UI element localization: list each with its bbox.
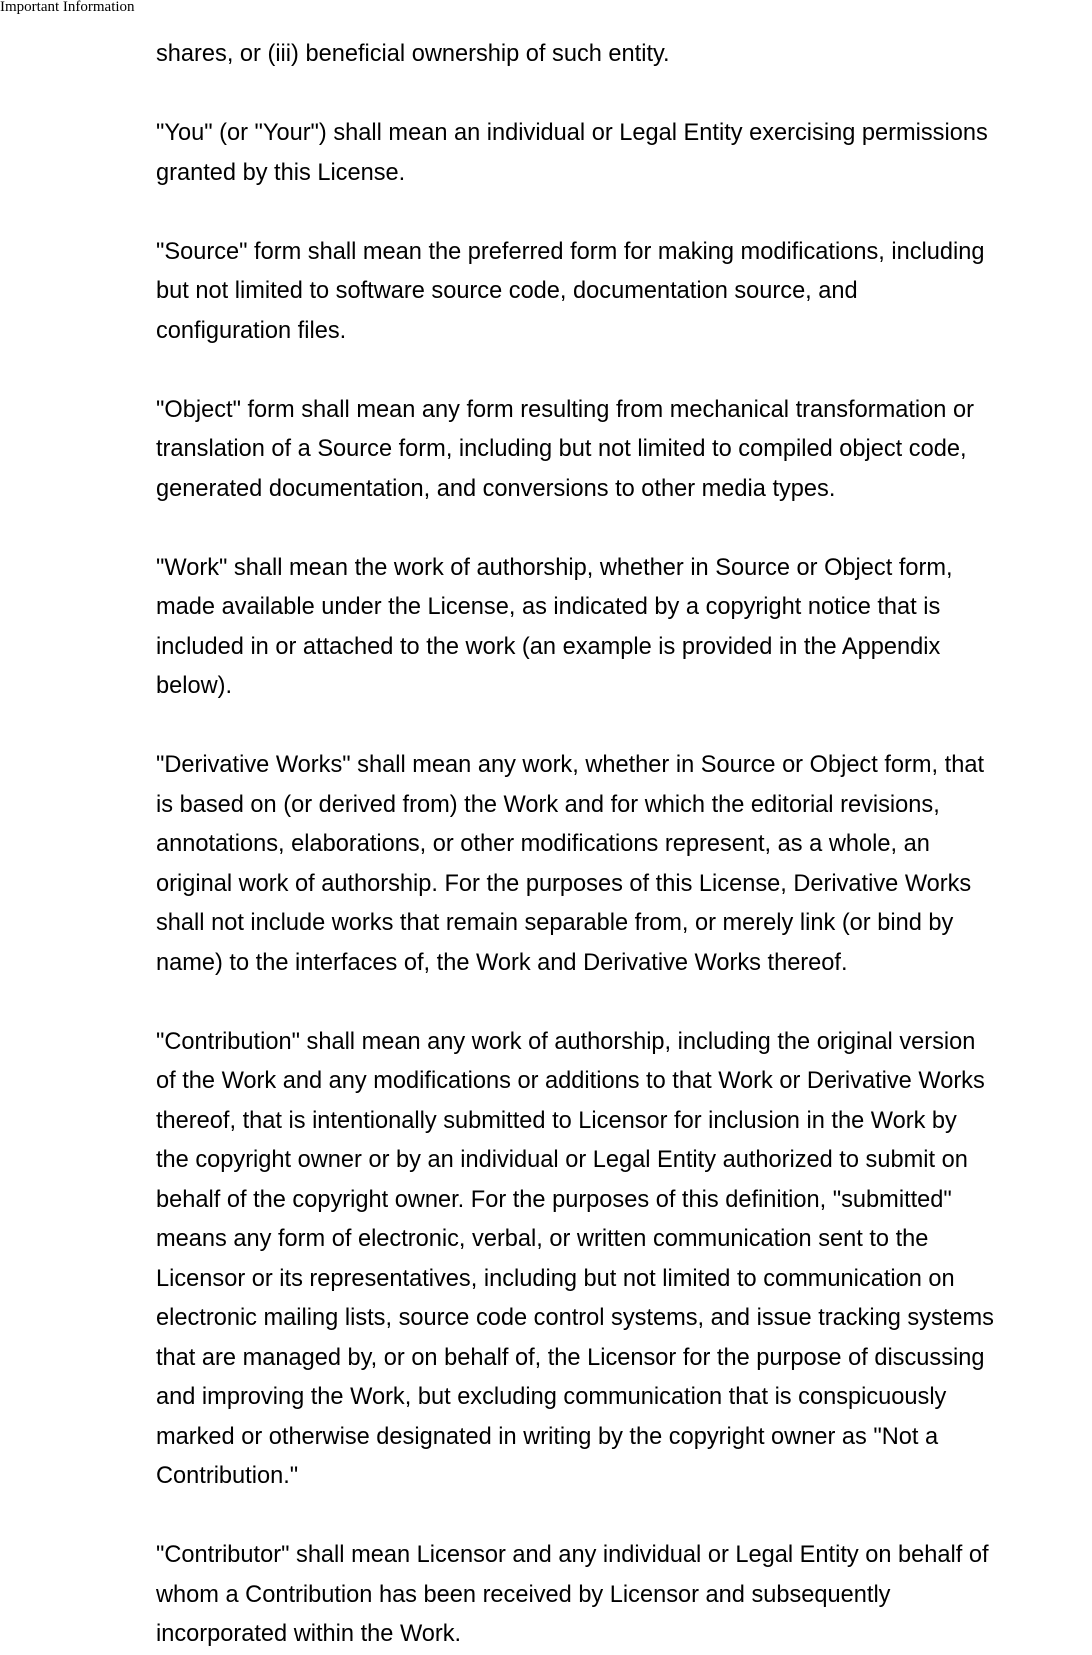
text-line: generated documentation, and conversions to other media types. [156, 475, 836, 502]
text-line: is based on (or derived from) the Work and for which the editorial revisions, [156, 791, 940, 818]
paragraph-object-definition [156, 391, 1092, 510]
document-body [156, 35, 1092, 1655]
text-line: but not limited to software source code, documentation source, and [156, 278, 858, 304]
text-line: Licensor or its representatives, including but not limited to communication on [156, 1265, 955, 1292]
text-line: below). [156, 673, 233, 699]
text-line: translation of a Source form, including but not limited to compiled object code, [156, 436, 967, 462]
text-line: the copyright owner or by an individual or Legal Entity authorized to submit on [156, 1147, 968, 1173]
text-line: "Source" form shall mean the preferred form for making modifications, including [156, 238, 985, 265]
text-line: "You" (or "Your") shall mean an individual or Legal Entity exercising permissions [156, 120, 988, 146]
paragraph-you-definition [156, 114, 1092, 193]
text-line: that are managed by, or on behalf of, the Licensor for the purpose of discussing [156, 1344, 985, 1371]
text-line: "Contribution" shall mean any work of authorship, including the original version [156, 1028, 976, 1055]
text-line: and improving the Work, but excluding communication that is conspicuously [156, 1384, 947, 1410]
text-line: made available under the License, as indicated by a copyright notice that is [156, 594, 941, 620]
text-line: shall not include works that remain separable from, or merely link (or bind by [156, 910, 954, 936]
text-line: granted by this License. [156, 159, 406, 186]
text-line: electronic mailing lists, source code control systems, and issue tracking systems [156, 1305, 994, 1331]
text-line: "Object" form shall mean any form resulting from mechanical transformation or [156, 396, 974, 423]
paragraph-contribution-definition [156, 1023, 1092, 1497]
text-line: configuration files. [156, 317, 347, 344]
text-line: "Contributor" shall mean Licensor and any individual or Legal Entity on behalf of [156, 1542, 989, 1568]
paragraph-derivative-works-definition [156, 746, 1092, 983]
text-line: behalf of the copyright owner. For the purposes of this definition, "submitted" [156, 1186, 952, 1213]
text-line: incorporated within the Work. [156, 1621, 462, 1647]
paragraph-beneficial-ownership [156, 35, 1092, 75]
text-line: whom a Contribution has been received by Licensor and subsequently [156, 1581, 891, 1608]
text-line: "Work" shall mean the work of authorship, whether in Source or Object form, [156, 554, 953, 581]
paragraph-contributor-definition [156, 1536, 1092, 1655]
text-line: shares, or (iii) beneficial ownership of such entity. [156, 41, 670, 67]
text-line: annotations, elaborations, or other modifications represent, as a whole, an [156, 831, 930, 857]
text-line: included in or attached to the work (an example is provided in the Appendix [156, 633, 941, 660]
text-line: "Derivative Works" shall mean any work, whether in Source or Object form, that [156, 752, 984, 778]
text-line: of the Work and any modifications or additions to that Work or Derivative Works [156, 1068, 985, 1094]
text-line: means any form of electronic, verbal, or written communication sent to the [156, 1226, 929, 1252]
text-line: name) to the interfaces of, the Work and Derivative Works thereof. [156, 949, 848, 976]
text-line: marked or otherwise designated in writing by the copyright owner as "Not a [156, 1423, 939, 1450]
page-header-title: Important Information [0, 0, 135, 15]
paragraph-work-definition [156, 549, 1092, 707]
paragraph-source-definition [156, 233, 1092, 352]
text-line: thereof, that is intentionally submitted to Licensor for inclusion in the Work by [156, 1107, 957, 1134]
text-line: original work of authorship. For the purposes of this License, Derivative Works [156, 870, 972, 897]
text-line: Contribution." [156, 1463, 299, 1489]
